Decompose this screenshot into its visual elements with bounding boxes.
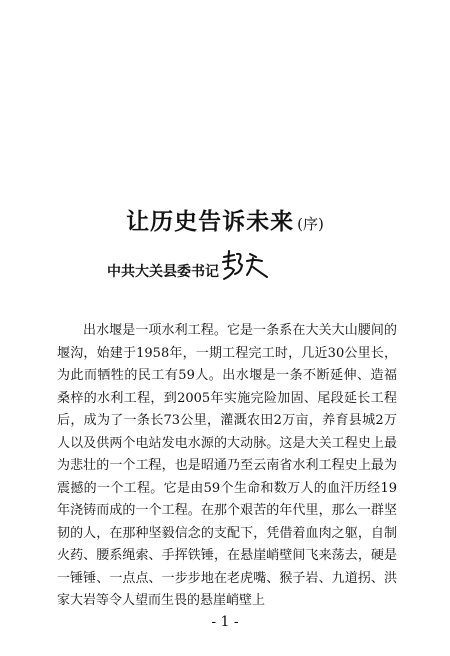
title-text: 让历史告诉未来 <box>126 208 295 235</box>
handwritten-signature <box>220 248 272 282</box>
body-text <box>57 320 397 613</box>
title-suffix: (序) <box>297 215 324 233</box>
body-paragraph: 出水堰是一项水利工程。它是一条系在大关大山腰间的堰沟，始建于1958年，一期工程完工时，几近30公里长，为此而牺牲的民工有59人。出水堰是一条不断延伸、造福桑梓的水利工程，到2005年实施完险加固、尾段延长工程后，成为了一条长73公里，灌溉农田2万亩，养育县城2万人以及供两个电站发电水源的大动脉。这是大关工程史上最为悲壮的一个工程，也是昭通乃至云南省水利工程史上最为震撼的一个工程。它是由59个生命和数万人的血汗历经19年浇铸而成的一个工程。在那个艰苦的年代里，那么一群坚韧的人，在那种坚毅信念的支配下，凭借着血肉之躯，自制火药、腰系绳索、手挥铁锤，在悬崖峭壁间飞来荡去，硬是一锤锤、一点点、一步步地在老虎嘴、猴子岩、九道拐、洪家大岩等令人望而生畏的悬崖峭壁上 <box>57 323 397 608</box>
author-title: 中共大关县委书记 <box>107 264 219 280</box>
preface-title <box>0 203 450 236</box>
page-number: - 1 - <box>211 614 239 630</box>
